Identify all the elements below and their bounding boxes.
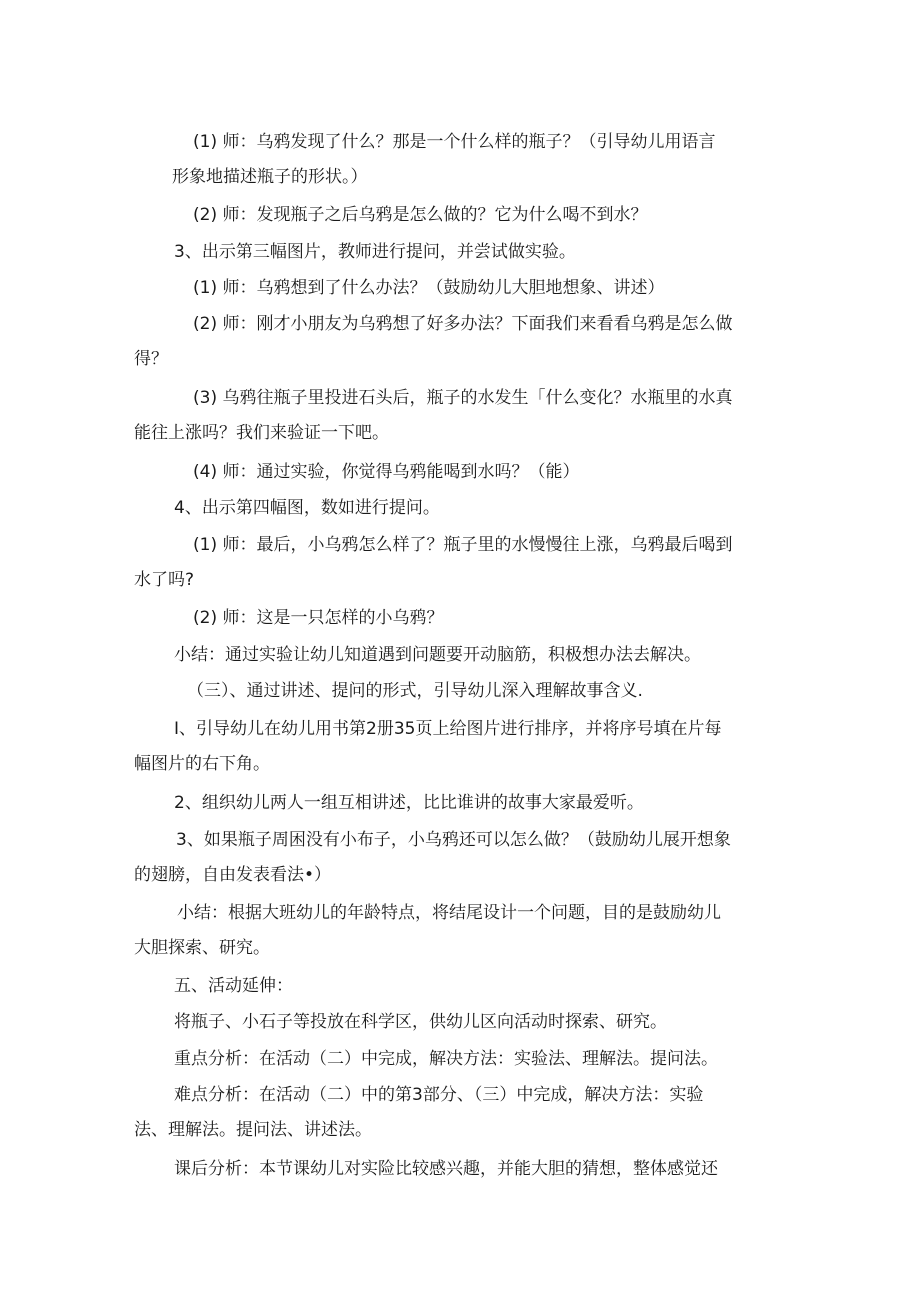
text-line: 课后分析：本节课幼儿对实险比较感兴趣，并能大胆的猜想，整体感觉还 xyxy=(174,1159,718,1179)
text-line: I、引导幼儿在幼儿用书第2册35页上给图片进行排序，并将序号填在片每 xyxy=(174,719,722,739)
text-line: 大胆探索、研究。 xyxy=(134,938,270,958)
paragraph xyxy=(134,307,774,377)
paragraph xyxy=(174,1152,774,1187)
paragraph xyxy=(174,198,793,233)
paragraph xyxy=(134,381,774,451)
text-line: 法、理解法。提问法、讲述法。 xyxy=(134,1120,372,1140)
text-line: 2、组织幼儿两人一组互相讲述，比比谁讲的故事大家最爱听。 xyxy=(174,793,644,813)
text-line: 得？ xyxy=(134,349,168,369)
paragraph xyxy=(174,235,774,270)
text-line: (3) 乌鸦往瓶子里投进石头后，瓶子的水发生「什么变化？水瓶里的水真 xyxy=(193,388,733,408)
text-line: (1) 师：最后，小乌鸦怎么样了？瓶子里的水慢慢往上涨，乌鸦最后喝到 xyxy=(193,535,733,555)
paragraph xyxy=(134,896,774,966)
text-line: 能往上涨吗？我们来验证一下吧。 xyxy=(134,423,389,443)
text-line: (1) 师：乌鸦发现了什么？那是一个什么样的瓶子？（引导幼儿用语言 xyxy=(193,132,716,152)
text-line: 形象地描述瓶子的形状。） xyxy=(172,167,368,187)
paragraph xyxy=(134,712,774,782)
text-line: 难点分析：在活动（二）中的第3部分、（三）中完成，解决方法：实验 xyxy=(174,1085,704,1105)
text-line: (4) 师：通过实验，你觉得乌鸦能喝到水吗？（能） xyxy=(193,462,580,482)
text-line: 五、活动延伸： xyxy=(174,976,293,996)
text-line: 小结：根据大班幼儿的年龄特点，将结尾设计一个问题，目的是鼓励幼儿 xyxy=(177,903,721,923)
text-line: 4、出示第四幅图，数如进行提问。 xyxy=(174,498,440,518)
paragraph xyxy=(174,1005,774,1040)
text-line: 水了吗? xyxy=(134,570,195,590)
text-line: 幅图片的右下角。 xyxy=(134,754,270,774)
paragraph xyxy=(174,125,774,195)
paragraph xyxy=(174,491,774,526)
paragraph xyxy=(174,969,774,1004)
paragraph xyxy=(174,455,793,490)
paragraph xyxy=(174,601,793,636)
paragraph xyxy=(174,1042,774,1077)
text-line: (2) 师：这是一只怎样的小乌鸦？ xyxy=(193,608,444,628)
text-line: (2) 师：刚才小朋友为乌鸦想了好多办法？下面我们来看看乌鸦是怎么做 xyxy=(193,314,733,334)
text-line: (1) 师：乌鸦想到了什么办法？（鼓励幼儿大胆地想象、讲述） xyxy=(193,278,665,298)
paragraph xyxy=(134,528,774,598)
text-line: 小结：通过实验让幼儿知道遇到问题要开动脑筋，积极想办法去解决。 xyxy=(174,645,701,665)
text-line: 的翅膀，自由发表看法•） xyxy=(134,865,332,885)
paragraph xyxy=(174,638,774,673)
text-line: 3、出示第三幅图片，教师进行提问，并尝试做实验。 xyxy=(174,242,576,262)
paragraph xyxy=(134,823,774,893)
text-line: （三）、通过讲述、提问的形式，引导幼儿深入理解故事含义. xyxy=(187,681,643,701)
text-line: 重点分析：在活动（二）中完成，解决方法：实验法、理解法。提问法。 xyxy=(174,1049,718,1069)
text-line: 3、如果瓶子周困没有小布子，小乌鸦还可以怎么做？（鼓励幼儿展开想象 xyxy=(176,830,731,850)
paragraph xyxy=(174,271,793,306)
text-line: (2) 师：发现瓶子之后乌鸦是怎么做的？它为什么喝不到水？ xyxy=(193,205,648,225)
paragraph xyxy=(174,674,787,709)
paragraph xyxy=(134,1078,774,1148)
paragraph xyxy=(174,786,774,821)
text-line: 将瓶子、小石子等投放在科学区，供幼儿区向活动时探索、研究。 xyxy=(174,1012,667,1032)
